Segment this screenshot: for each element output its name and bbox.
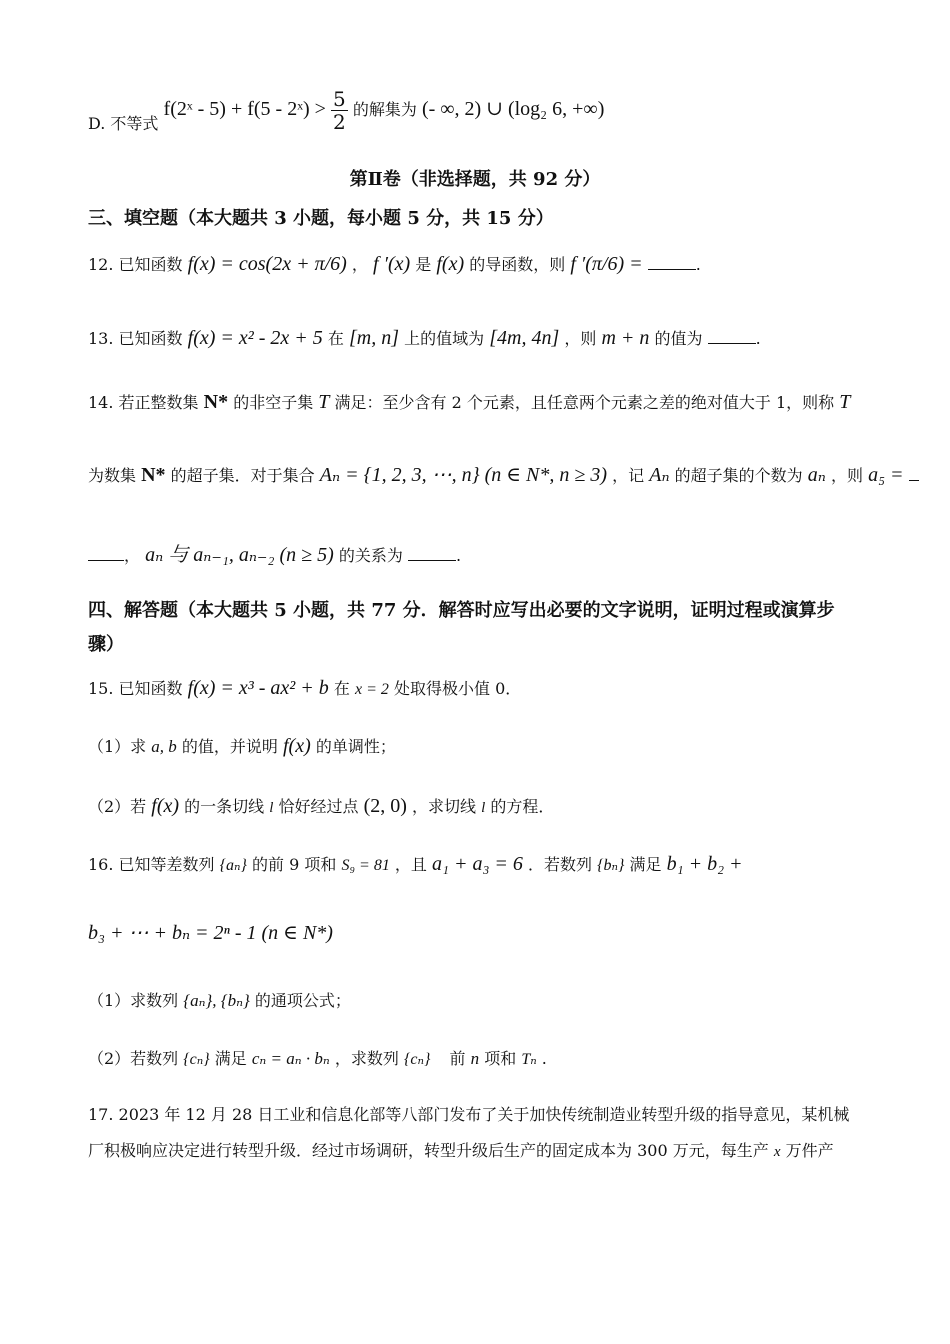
q16-lead: 16. 已知等差数列	[88, 855, 215, 874]
q17-text-a: 厂积极响应决定进行转型升级．经过市场调研，转型升级后生产的固定成本为 300 万元，每生产	[88, 1141, 769, 1160]
q16-condition: a₁ + a₃ = 6	[432, 853, 523, 875]
q16-p2-end: .	[541, 1049, 547, 1068]
q14-nstar: N*	[203, 391, 229, 413]
q14-line3	[88, 538, 461, 567]
q14-nstar2: N*	[141, 464, 166, 486]
q14-text-j: 的关系为	[338, 546, 403, 565]
section4-title: 四、解答题（本大题共 5 小题，共 77 分．解答时应写出必要的文字说明，证明过程或演算步	[88, 600, 835, 621]
q12-target: f ′(π/6) =	[570, 253, 643, 275]
q13-end: .	[755, 329, 761, 348]
q16-p2-cn: {cₙ}	[183, 1051, 210, 1068]
q15-lead: 15. 已知函数	[88, 679, 183, 698]
q14-text-e: 的超子集．对于集合	[170, 466, 315, 485]
q12-function: f(x) = cos(2x + π/6)	[187, 253, 347, 275]
q14-line1	[88, 390, 850, 414]
q14-relation-blank[interactable]	[408, 559, 456, 561]
q16-p2-tn: Tₙ	[521, 1051, 537, 1068]
section4-title-cont: 骤）	[88, 634, 124, 655]
q12-end: .	[695, 255, 701, 274]
q15-p1-vars: a, b	[151, 737, 177, 756]
q15-p2-l: l	[269, 800, 274, 816]
q12-line	[88, 252, 701, 276]
q16-part2	[88, 1046, 547, 1069]
q15-p2-b: 的一条切线	[184, 797, 265, 816]
q12-mid3: 的导函数，则	[469, 255, 566, 274]
q16-sum-start: b₁ + b₂ +	[666, 853, 743, 875]
q15-part1	[88, 734, 396, 758]
q14-an-definition: Aₙ = {1, 2, 3, ⋯, n} (n ∈ N*, n ≥ 3)	[319, 464, 608, 486]
q12-answer-blank[interactable]	[648, 268, 696, 270]
q17-line2	[88, 1138, 834, 1161]
q13-mid1: 在	[327, 329, 344, 348]
q15-function: f(x) = x³ - ax² + b	[187, 677, 329, 699]
q12-lead: 12. 已知函数	[88, 255, 183, 274]
q15-p2-point: (2, 0)	[363, 795, 407, 817]
q15-p1-a: （1）求	[88, 737, 147, 756]
q14-text-g: 的超子集的个数为	[674, 466, 803, 485]
q13-lead: 13. 已知函数	[88, 329, 183, 348]
q13-line	[88, 326, 761, 350]
q16-p2-b: 满足	[214, 1049, 247, 1068]
q15-mid: 在	[333, 679, 350, 698]
q14-text-c: 满足：至少含有 2 个元素，且任意两个元素之差的绝对值大于 1，则称	[334, 393, 835, 412]
q15-p2-d: ，求切线	[412, 797, 477, 816]
q14-a5-blank[interactable]	[88, 559, 124, 561]
q15-p2-l2: l	[481, 800, 486, 816]
q12-mid2: 是	[415, 255, 432, 274]
fraction-denominator: 2	[333, 110, 346, 134]
q15-line	[88, 676, 521, 700]
q16-p2-n: n	[470, 1049, 480, 1068]
q17-line1: 17. 2023 年 12 月 28 日工业和信息化部等八部门发布了关于加快传统制造业转型升级的指导意见，某机械	[88, 1105, 850, 1124]
q15-p1-f: f(x)	[282, 735, 311, 757]
q15-p2-c: 恰好经过点	[278, 797, 359, 816]
q16-line2	[88, 920, 333, 945]
q15-part2	[88, 794, 554, 818]
q15-end: 处取得极小值 0．	[394, 679, 522, 698]
q16-line1	[88, 852, 743, 876]
q14-text-f: ，记	[612, 466, 645, 485]
q13-answer-blank[interactable]	[708, 342, 756, 344]
q15-p2-a: （2）若	[88, 797, 147, 816]
q13-interval: [m, n]	[349, 327, 400, 349]
q15-p2-e: 的方程．	[490, 797, 555, 816]
q16-p2-c: ，求数列	[334, 1049, 399, 1068]
q15-p1-b: 的值，并说明	[181, 737, 278, 756]
q14-line2	[88, 462, 919, 487]
q12-derivative: f ′(x)	[373, 253, 411, 275]
q13-sum: m + n	[601, 327, 650, 349]
q16-mid2: ，且	[394, 855, 427, 874]
q16-p1-b: 的通项公式；	[254, 991, 351, 1010]
q16-an-seq: {aₙ}	[219, 857, 247, 874]
q16-p2-cn2: {cₙ}	[404, 1051, 431, 1068]
option-d-mid: 的解集为	[352, 100, 417, 119]
fraction-numerator: 5	[333, 87, 346, 111]
option-d-label: D. 不等式	[88, 114, 159, 133]
q14-text-b: 的非空子集	[233, 393, 314, 412]
q16-p2-d: 前	[449, 1049, 466, 1068]
option-d-inequality: f(2ˣ - 5) + f(5 - 2ˣ) >	[163, 98, 326, 120]
q14-an-set: Aₙ	[649, 464, 670, 486]
q14-set-t: T	[318, 391, 330, 413]
q14-text-d: 为数集	[88, 466, 137, 485]
q16-part1	[88, 988, 351, 1011]
q12-fx: f(x)	[436, 253, 465, 275]
option-d-line	[88, 88, 604, 134]
q14-relation: aₙ 与 aₙ₋₁, aₙ₋₂ (n ≥ 5)	[145, 544, 334, 566]
q16-bn-seq: {bₙ}	[597, 857, 625, 874]
q15-condition: x = 2	[355, 681, 389, 698]
q14-end: .	[455, 546, 462, 565]
section3-title: 三、填空题（本大题共 3 小题，每小题 5 分，共 15 分）	[88, 208, 554, 229]
q14-a5-blank-start[interactable]	[909, 479, 919, 481]
q16-p1-seqs: {aₙ}, {bₙ}	[183, 991, 250, 1010]
q13-mid3: ，则	[564, 329, 597, 348]
q12-mid1: ，	[351, 255, 368, 274]
q16-p2-a: （2）若数列	[88, 1049, 179, 1068]
q13-mid4: 的值为	[654, 329, 703, 348]
q16-p2-e: 项和	[484, 1049, 517, 1068]
q13-range: [4m, 4n]	[489, 327, 560, 349]
q16-p1-a: （1）求数列	[88, 991, 179, 1010]
option-d-fraction	[331, 88, 348, 133]
part2-title: 第Ⅱ卷（非选择题，共 92 分）	[349, 169, 601, 190]
q17-x: x	[773, 1144, 781, 1160]
q14-a5: a₅ =	[868, 464, 904, 486]
q15-p2-f: f(x)	[151, 795, 180, 817]
q15-p1-c: 的单调性；	[315, 737, 396, 756]
q16-sum-cont: b₃ + ⋯ + bₙ = 2ⁿ - 1 (n ∈ N*)	[88, 922, 333, 944]
q14-an-count: aₙ	[807, 464, 826, 486]
q14-text-h: ，则	[830, 466, 863, 485]
q14-set-t2: T	[839, 391, 851, 413]
q16-mid1: 的前 9 项和	[252, 855, 337, 874]
q16-mid3: ．若数列	[528, 855, 593, 874]
q17-text-b: 万件产	[785, 1141, 834, 1160]
q13-mid2: 上的值域为	[404, 329, 485, 348]
q13-function: f(x) = x² - 2x + 5	[187, 327, 323, 349]
q16-mid4: 满足	[629, 855, 662, 874]
option-d-solution: (- ∞, 2) ∪ (log₂ 6, +∞)	[421, 98, 605, 120]
q16-s9: S₉ = 81	[341, 857, 390, 874]
q16-p2-def: cₙ = aₙ · bₙ	[251, 1049, 330, 1068]
q14-text-a: 14. 若正整数集	[88, 393, 199, 412]
q14-text-i: ，	[124, 546, 141, 565]
